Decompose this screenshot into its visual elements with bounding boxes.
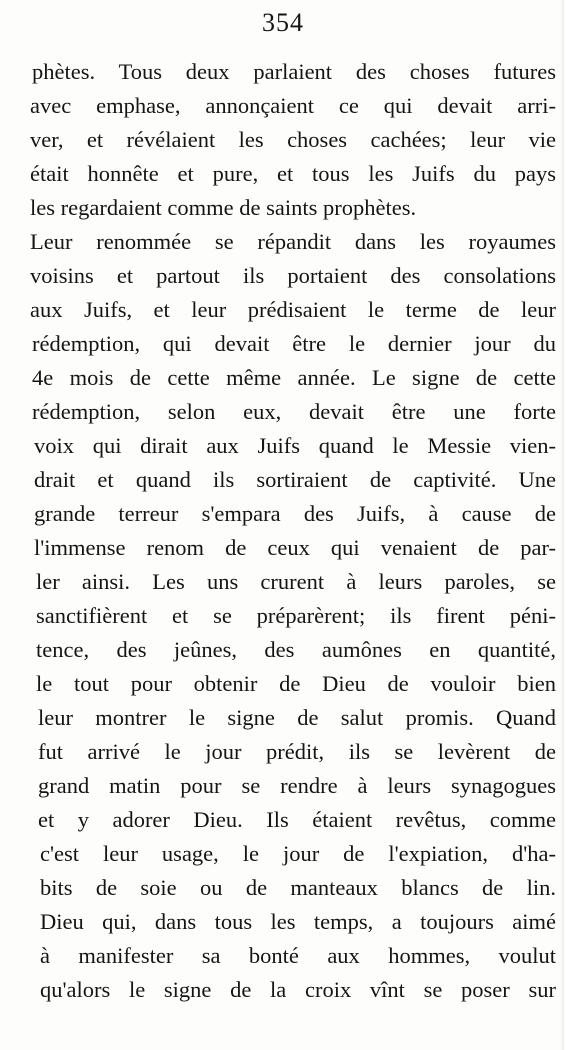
text-line: l'immense renom de ceux qui venaient de par-: [34, 535, 556, 560]
text-line: à manifester sa bonté aux hommes, voulut: [40, 943, 556, 968]
body-text: [30, 55, 556, 1007]
text-line: voix qui dirait aux Juifs quand le Messie vien-: [34, 433, 556, 458]
text-line: drait et quand ils sortiraient de captivité. Une: [34, 467, 556, 492]
text-line: était honnête et pure, et tous les Juifs du pays: [30, 161, 556, 186]
text-line: rédemption, selon eux, devait être une forte: [32, 399, 556, 424]
text-line: Leur renommée se répandit dans les royaumes: [30, 229, 556, 254]
text-line: rédemption, qui devait être le dernier jour du: [32, 331, 556, 356]
text-line: qu'alors le signe de la croix vînt se poser sur: [40, 977, 556, 1002]
text-line: grande terreur s'empara des Juifs, à cause de: [34, 501, 556, 526]
page-edge-shadow: [560, 0, 564, 1050]
text-line: sanctifièrent et se préparèrent; ils firent péni-: [36, 603, 556, 628]
text-line: avec emphase, annonçaient ce qui devait arri-: [30, 93, 556, 118]
text-line: fut arrivé le jour prédit, ils se levèrent de: [38, 739, 556, 764]
text-line: bits de soie ou de manteaux blancs de lin.: [40, 875, 556, 900]
text-line: 4e mois de cette même année. Le signe de cette: [32, 365, 556, 390]
text-line: le tout pour obtenir de Dieu de vouloir bien: [36, 671, 556, 696]
text-line: c'est leur usage, le jour de l'expiation, d'ha-: [40, 841, 556, 866]
text-line: ver, et révélaient les choses cachées; leur vie: [30, 127, 556, 152]
text-line: tence, des jeûnes, des aumônes en quantité,: [36, 637, 556, 662]
text-line: Dieu qui, dans tous les temps, a toujours aimé: [40, 909, 556, 934]
text-line: et y adorer Dieu. Ils étaient revêtus, comme: [38, 807, 556, 832]
text-line: les regardaient comme de saints prophètes.: [30, 195, 417, 220]
text-line: phètes. Tous deux parlaient des choses futures: [32, 59, 556, 84]
text-line: leur montrer le signe de salut promis. Quand: [38, 705, 556, 730]
text-line: aux Juifs, et leur prédisaient le terme de leur: [30, 297, 556, 322]
text-line: ler ainsi. Les uns crurent à leurs paroles, se: [36, 569, 556, 594]
page-number: 354: [262, 8, 304, 37]
text-line: voisins et partout ils portaient des consolations: [30, 263, 556, 288]
text-line: grand matin pour se rendre à leurs synagogues: [38, 773, 556, 798]
